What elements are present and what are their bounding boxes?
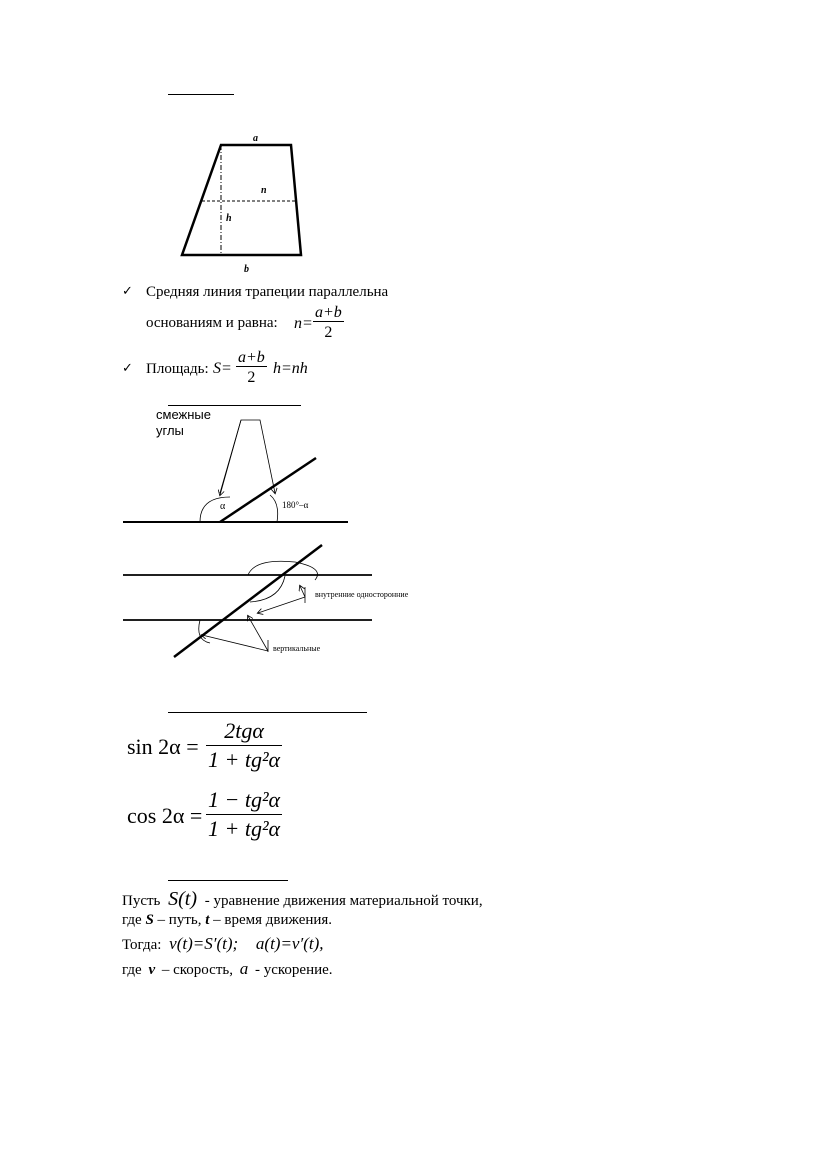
motion-line-4 xyxy=(122,960,333,978)
area-formula-rhs: h=nh xyxy=(273,360,308,377)
motion-line4-pre: где xyxy=(122,962,142,978)
angle-arc-supplement xyxy=(270,495,278,522)
midline-fraction xyxy=(313,305,344,341)
header-rule-3 xyxy=(168,712,367,713)
area-fraction-den: 2 xyxy=(247,369,256,386)
sin-fraction xyxy=(206,720,282,771)
bracket-shape xyxy=(220,420,275,493)
pointer-line-vertical xyxy=(248,616,268,651)
sin-formula-lhs: sin 2α = xyxy=(127,734,199,759)
midline-fraction-num: a+b xyxy=(315,304,342,321)
adjacent-angles-diagram xyxy=(120,415,360,527)
check-icon: ✓ xyxy=(122,284,133,299)
motion-line-2 xyxy=(122,913,332,928)
angle-arc-interior xyxy=(250,576,285,602)
area-fraction-num: a+b xyxy=(238,349,265,366)
motion-line4-post: - ускорение. xyxy=(255,962,333,978)
angle-alpha-label: α xyxy=(220,501,226,512)
motion-line-3 xyxy=(122,935,323,953)
cos-formula-lhs: cos 2α = xyxy=(127,803,203,828)
motion-line-1 xyxy=(122,889,483,909)
area-label: Площадь: xyxy=(146,361,209,377)
area-fraction xyxy=(236,350,267,386)
cos-fraction-num: 1 − tg²α xyxy=(208,787,281,812)
adjacent-angles-label-1: смежные xyxy=(156,407,211,422)
sin-fraction-den: 1 + tg²α xyxy=(208,747,281,772)
trapezoid-label-b: b xyxy=(244,264,249,275)
motion-line2-pre: где xyxy=(122,912,142,928)
trapezoid-label-h: h xyxy=(226,213,232,224)
vertical-angles-label: вертикальные xyxy=(273,644,321,653)
motion-line2-s: S xyxy=(145,912,154,928)
midline-fraction-den: 2 xyxy=(324,324,333,341)
interior-angles-label: внутренние односторонние xyxy=(315,590,409,599)
sin-fraction-num: 2tgα xyxy=(224,718,264,743)
motion-line2-t: t xyxy=(205,912,210,928)
parallel-lines-diagram xyxy=(120,540,440,662)
cos-fraction-den: 1 + tg²α xyxy=(208,816,281,841)
transversal-line xyxy=(220,458,316,522)
header-rule-2 xyxy=(168,405,301,406)
motion-line4-a: a xyxy=(239,959,249,978)
trapezoid-label-n: n xyxy=(261,185,267,196)
motion-line2-post: – время движения. xyxy=(213,912,333,928)
cos-fraction xyxy=(206,789,282,840)
header-rule-4 xyxy=(168,880,288,881)
trapezoid-label-a: a xyxy=(253,133,258,144)
motion-line4-v: v xyxy=(148,962,156,978)
trapezoid-shape xyxy=(182,145,301,255)
motion-line3-pre: Тогда: xyxy=(122,937,162,953)
adjacent-angles-label-2: углы xyxy=(156,423,184,438)
motion-line3-f2: a(t)=v′(t), xyxy=(255,934,324,953)
angle-supplement-label: 180°–α xyxy=(282,500,309,510)
midline-formula-lhs: n= xyxy=(294,315,313,332)
transversal-line xyxy=(174,545,322,657)
header-rule-1 xyxy=(168,94,234,95)
pointer-line-interior xyxy=(300,586,305,597)
motion-line3-f1: v(t)=S′(t); xyxy=(169,934,239,953)
area-formula-lhs: S= xyxy=(213,360,232,377)
motion-line4-mid: – скорость, xyxy=(161,962,233,978)
motion-line1-func: S(t) xyxy=(168,888,198,910)
angle-arc-top xyxy=(248,561,318,580)
check-icon: ✓ xyxy=(122,361,133,376)
motion-line1-post: - уравнение движения материальной точки, xyxy=(204,893,483,909)
motion-line1-pre: Пусть xyxy=(122,893,161,909)
motion-line2-mid: – путь, xyxy=(157,912,202,928)
trapezoid-diagram xyxy=(170,128,320,278)
midline-text-1: Средняя линия трапеции параллельна xyxy=(146,284,389,300)
midline-text-2: основаниям и равна: xyxy=(146,315,278,331)
